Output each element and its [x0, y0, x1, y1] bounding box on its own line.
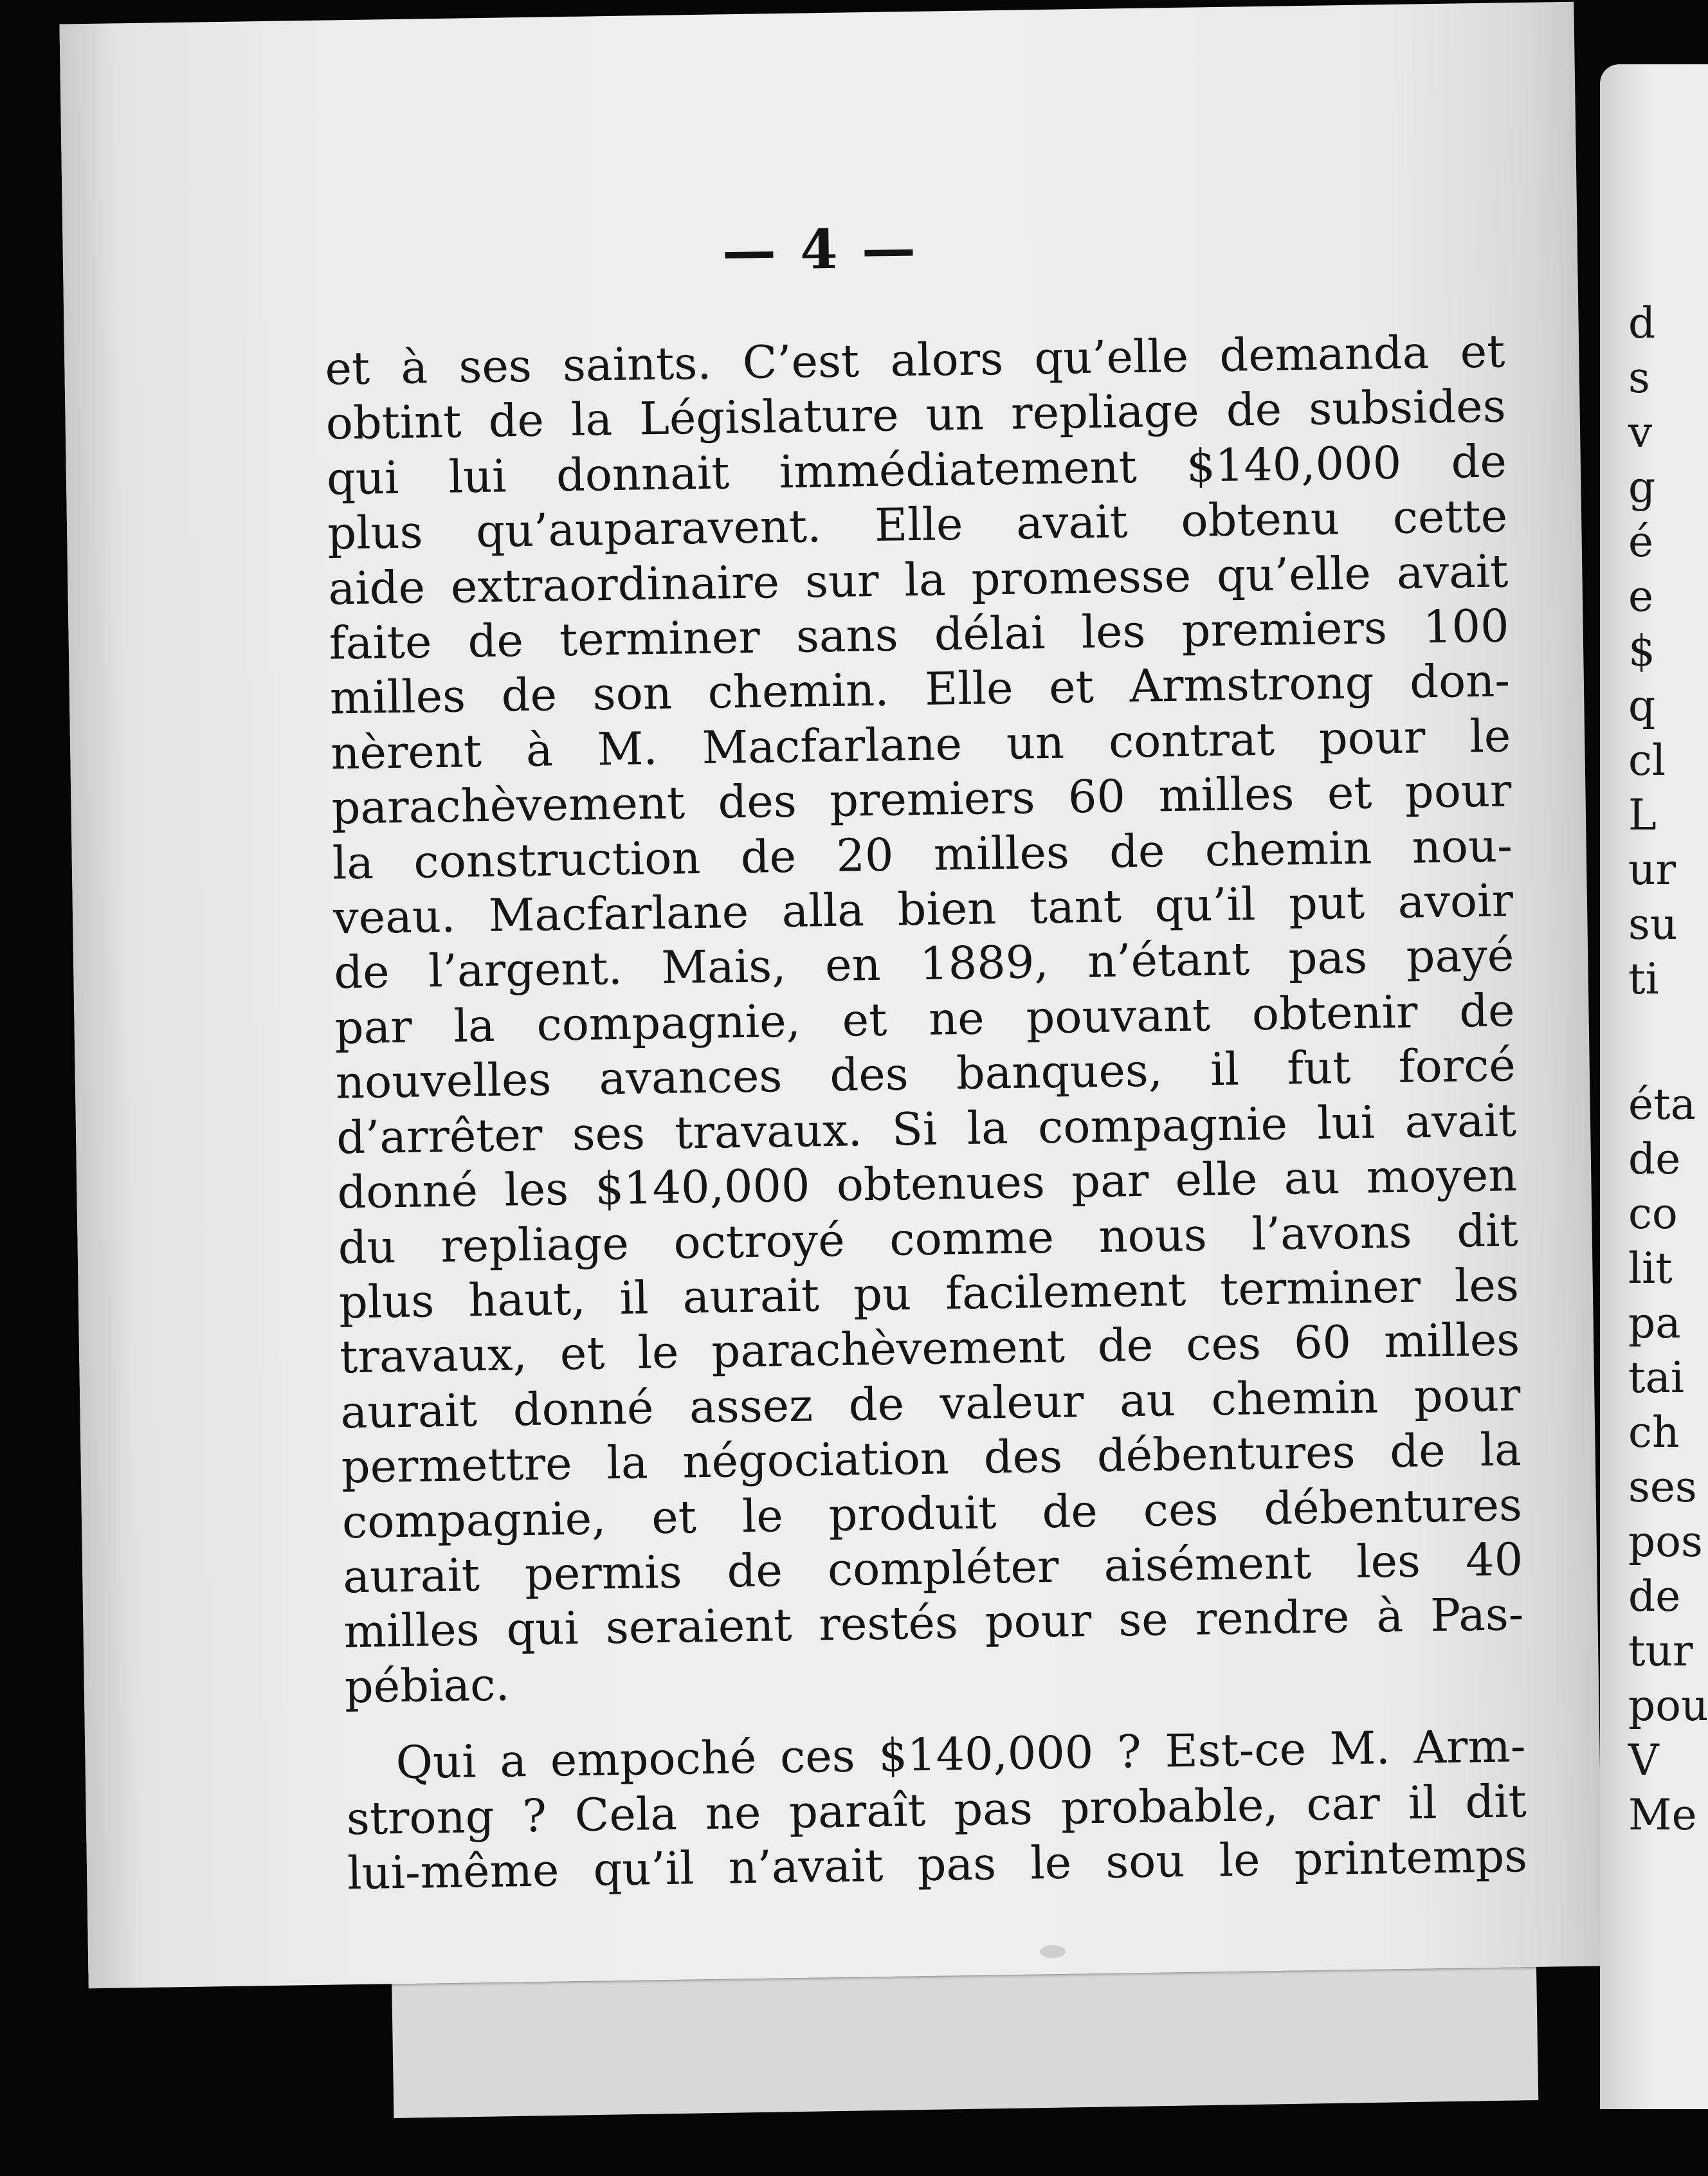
fragment: ur — [1628, 845, 1676, 894]
fragment: L — [1628, 790, 1657, 840]
text-line: travaux, et le parachèvement de ces 60 milles — [339, 1313, 1520, 1384]
text-line: parachèvement des premiers 60 milles et pour — [331, 764, 1513, 835]
fragment: pou — [1628, 1681, 1708, 1730]
text-line: donné les $140,000 obtenues par elle au moyen — [336, 1148, 1518, 1219]
text-line: pébiac. — [344, 1658, 511, 1714]
text-line: veau. Macfarlane alla bien tant qu’il put avoir — [332, 874, 1514, 945]
text-line: faite de terminer sans délai les premiers 100 — [329, 599, 1510, 670]
fragment: tai — [1628, 1353, 1684, 1402]
fragment: ch — [1628, 1408, 1680, 1457]
text-line: plus haut, il aurait pu facilement terminer les — [338, 1258, 1520, 1329]
text-line: obtint de la Législature un repliage de subsides — [325, 379, 1507, 450]
text-line: permettre la négociation des débentures de la — [341, 1423, 1522, 1494]
book-page — [59, 2, 1603, 1989]
fragment: pa — [1628, 1298, 1681, 1348]
fragment: e — [1628, 572, 1654, 621]
fragment: tur — [1628, 1626, 1693, 1676]
text-line: de l’argent. Mais, en 1889, n’étant pas payé — [333, 929, 1514, 999]
text-line: qui lui donnait immédiatement $140,000 de — [326, 435, 1507, 505]
fragment: é — [1628, 517, 1654, 567]
fragment: lit — [1628, 1244, 1673, 1293]
text-line: lui-même qu’il n’avait pas le sou le printemps — [347, 1829, 1528, 1900]
paper-smudge — [1040, 1945, 1066, 1959]
fragment: ses — [1628, 1462, 1697, 1512]
text-line: et à ses saints. C’est alors qu’elle demanda et — [324, 325, 1505, 395]
text-line: d’arrêter ses travaux. Si la compagnie lui avait — [336, 1093, 1517, 1165]
fragment: q — [1628, 681, 1656, 730]
text-line: nouvelles avances des banques, il fut forcé — [335, 1038, 1516, 1109]
text-line: aide extraordinaire sur la promesse qu’elle avait — [327, 544, 1509, 615]
fragment: cl — [1628, 736, 1666, 785]
fragment: éta — [1628, 1080, 1696, 1129]
text-line: strong ? Cela ne paraît pas probable, car il dit — [346, 1774, 1527, 1845]
fragment: ti — [1628, 954, 1659, 1004]
text-line: du repliage octroyé comme nous l’avons dit — [338, 1203, 1519, 1274]
text-line: aurait permis de compléter aisément les 40 — [342, 1533, 1523, 1604]
text-line: la construction de 20 milles de chemin nou- — [332, 819, 1513, 890]
fragment: g — [1628, 462, 1656, 512]
text-line: par la compagnie, et ne pouvant obtenir de — [334, 984, 1516, 1055]
fragment: de — [1628, 1134, 1681, 1184]
paragraph-break — [1628, 1006, 1708, 1077]
text-line: milles qui seraient restés pour se rendre à Pas- — [343, 1588, 1525, 1658]
fragment: co — [1628, 1189, 1678, 1238]
fragment: de — [1628, 1572, 1681, 1621]
fragment: su — [1628, 900, 1678, 949]
page-number: — 4 — — [722, 215, 919, 283]
fragment: v — [1628, 408, 1653, 457]
text-line: Qui a empoché ces $140,000 ? Est-ce M. Arm- — [395, 1719, 1527, 1790]
text-line: compagnie, et le produit de ces débentures — [341, 1478, 1523, 1548]
text-line: aurait donné assez de valeur au chemin pour — [340, 1368, 1521, 1439]
page-body — [325, 324, 1528, 1901]
fragment: V — [1628, 1736, 1659, 1785]
fragment: s — [1628, 353, 1650, 403]
fragment: pos — [1628, 1517, 1703, 1566]
text-line: nèrent à M. Macfarlane un contrat pour le — [330, 709, 1511, 780]
text-line: milles de son chemin. Elle et Armstrong don- — [329, 654, 1511, 725]
adjacent-page-edge — [1600, 64, 1708, 2109]
fragment: $ — [1628, 626, 1655, 676]
text-line: plus qu’auparavent. Elle avait obtenu cette — [327, 489, 1508, 560]
fragment: Me — [1628, 1790, 1697, 1840]
adjacent-page-text — [1628, 296, 1708, 1842]
fragment: d — [1628, 298, 1656, 348]
